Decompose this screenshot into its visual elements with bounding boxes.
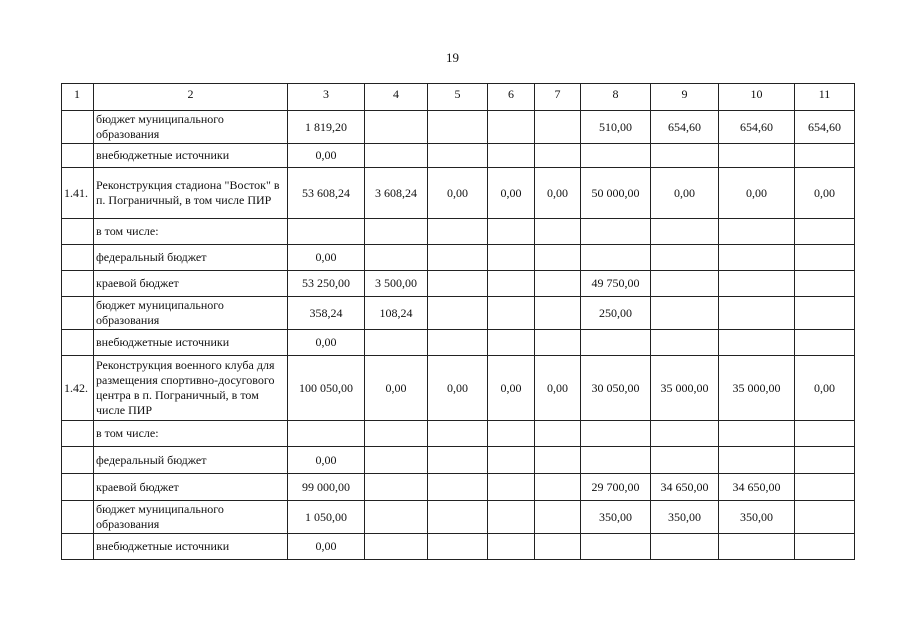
- column-header: 8: [581, 84, 651, 111]
- value-cell: [535, 219, 581, 245]
- value-cell: [488, 144, 535, 168]
- table-row: [62, 356, 855, 421]
- value-cell: [719, 421, 795, 447]
- item-number-cell: 1.42.: [62, 356, 94, 421]
- value-cell: 0,00: [535, 356, 581, 421]
- value-cell: 654,60: [719, 111, 795, 144]
- value-cell: 0,00: [288, 330, 365, 356]
- value-cell: [365, 245, 428, 271]
- item-number-cell: [62, 271, 94, 297]
- table-row: [62, 297, 855, 330]
- value-cell: 0,00: [535, 168, 581, 219]
- item-number-cell: [62, 330, 94, 356]
- value-cell: [365, 144, 428, 168]
- value-cell: 510,00: [581, 111, 651, 144]
- value-cell: 50 000,00: [581, 168, 651, 219]
- value-cell: [795, 447, 855, 474]
- value-cell: 654,60: [795, 111, 855, 144]
- item-number-cell: [62, 111, 94, 144]
- item-name-cell: бюджет муниципального образования: [94, 501, 288, 534]
- table-row: [62, 245, 855, 271]
- value-cell: [535, 534, 581, 560]
- value-cell: 3 608,24: [365, 168, 428, 219]
- table-body: [62, 84, 855, 560]
- value-cell: 0,00: [428, 168, 488, 219]
- value-cell: [535, 330, 581, 356]
- value-cell: [488, 219, 535, 245]
- value-cell: 29 700,00: [581, 474, 651, 501]
- value-cell: 350,00: [581, 501, 651, 534]
- value-cell: [535, 421, 581, 447]
- table-row: [62, 271, 855, 297]
- item-name-cell: внебюджетные источники: [94, 330, 288, 356]
- value-cell: [795, 271, 855, 297]
- value-cell: [795, 330, 855, 356]
- value-cell: 100 050,00: [288, 356, 365, 421]
- value-cell: [719, 144, 795, 168]
- value-cell: [488, 271, 535, 297]
- item-name-cell: Реконструкция стадиона "Восток" в п. Пограничный, в том числе ПИР: [94, 168, 288, 219]
- value-cell: [365, 111, 428, 144]
- value-cell: 99 000,00: [288, 474, 365, 501]
- value-cell: [428, 111, 488, 144]
- value-cell: [488, 534, 535, 560]
- value-cell: [795, 534, 855, 560]
- value-cell: [719, 271, 795, 297]
- column-header: 9: [651, 84, 719, 111]
- table-row: [62, 447, 855, 474]
- value-cell: 35 000,00: [719, 356, 795, 421]
- value-cell: [428, 474, 488, 501]
- table-row: [62, 501, 855, 534]
- value-cell: 1 050,00: [288, 501, 365, 534]
- item-name-cell: внебюджетные источники: [94, 534, 288, 560]
- item-name-cell: федеральный бюджет: [94, 245, 288, 271]
- value-cell: 49 750,00: [581, 271, 651, 297]
- value-cell: [288, 421, 365, 447]
- value-cell: 53 250,00: [288, 271, 365, 297]
- value-cell: 0,00: [651, 168, 719, 219]
- value-cell: [581, 144, 651, 168]
- value-cell: [535, 245, 581, 271]
- value-cell: 0,00: [288, 534, 365, 560]
- item-number-cell: [62, 501, 94, 534]
- item-number-cell: [62, 144, 94, 168]
- item-number-cell: [62, 421, 94, 447]
- value-cell: [488, 501, 535, 534]
- column-header: 5: [428, 84, 488, 111]
- value-cell: [795, 144, 855, 168]
- table-row: [62, 534, 855, 560]
- budget-table: [61, 83, 855, 560]
- header-row: [62, 84, 855, 111]
- column-header: 10: [719, 84, 795, 111]
- value-cell: [535, 474, 581, 501]
- value-cell: 350,00: [719, 501, 795, 534]
- value-cell: 0,00: [428, 356, 488, 421]
- value-cell: 108,24: [365, 297, 428, 330]
- value-cell: [535, 111, 581, 144]
- table-row: [62, 219, 855, 245]
- value-cell: [581, 447, 651, 474]
- item-number-cell: [62, 447, 94, 474]
- table-row: [62, 330, 855, 356]
- value-cell: [428, 297, 488, 330]
- column-header: 1: [62, 84, 94, 111]
- value-cell: [288, 219, 365, 245]
- value-cell: 0,00: [488, 356, 535, 421]
- value-cell: 1 819,20: [288, 111, 365, 144]
- value-cell: [651, 297, 719, 330]
- value-cell: [428, 534, 488, 560]
- value-cell: 0,00: [365, 356, 428, 421]
- value-cell: [795, 474, 855, 501]
- item-number-cell: [62, 474, 94, 501]
- value-cell: [795, 219, 855, 245]
- value-cell: [651, 330, 719, 356]
- item-name-cell: в том числе:: [94, 219, 288, 245]
- value-cell: 0,00: [719, 168, 795, 219]
- value-cell: [428, 271, 488, 297]
- value-cell: [535, 297, 581, 330]
- value-cell: [428, 330, 488, 356]
- value-cell: [581, 330, 651, 356]
- item-number-cell: [62, 219, 94, 245]
- value-cell: [365, 330, 428, 356]
- column-header: 7: [535, 84, 581, 111]
- item-name-cell: бюджет муниципального образования: [94, 297, 288, 330]
- value-cell: 0,00: [488, 168, 535, 219]
- table-row: [62, 474, 855, 501]
- value-cell: [428, 144, 488, 168]
- value-cell: 0,00: [288, 144, 365, 168]
- value-cell: [535, 501, 581, 534]
- value-cell: [651, 271, 719, 297]
- value-cell: [428, 447, 488, 474]
- value-cell: [581, 245, 651, 271]
- table-row: [62, 421, 855, 447]
- value-cell: 34 650,00: [719, 474, 795, 501]
- value-cell: [719, 447, 795, 474]
- value-cell: 53 608,24: [288, 168, 365, 219]
- value-cell: [719, 245, 795, 271]
- value-cell: [651, 534, 719, 560]
- value-cell: 34 650,00: [651, 474, 719, 501]
- value-cell: [488, 447, 535, 474]
- value-cell: [719, 534, 795, 560]
- value-cell: [581, 219, 651, 245]
- value-cell: [488, 297, 535, 330]
- value-cell: 350,00: [651, 501, 719, 534]
- value-cell: [795, 297, 855, 330]
- value-cell: [535, 144, 581, 168]
- value-cell: [428, 501, 488, 534]
- value-cell: [581, 534, 651, 560]
- column-header: 2: [94, 84, 288, 111]
- item-number-cell: [62, 297, 94, 330]
- value-cell: 358,24: [288, 297, 365, 330]
- value-cell: 0,00: [288, 447, 365, 474]
- item-number-cell: 1.41.: [62, 168, 94, 219]
- value-cell: [651, 421, 719, 447]
- value-cell: [535, 447, 581, 474]
- column-header: 11: [795, 84, 855, 111]
- column-header: 3: [288, 84, 365, 111]
- value-cell: [719, 330, 795, 356]
- table-row: [62, 144, 855, 168]
- value-cell: 0,00: [795, 356, 855, 421]
- value-cell: [535, 271, 581, 297]
- item-name-cell: бюджет муниципального образования: [94, 111, 288, 144]
- value-cell: [651, 245, 719, 271]
- value-cell: [581, 421, 651, 447]
- value-cell: [719, 297, 795, 330]
- value-cell: 250,00: [581, 297, 651, 330]
- value-cell: [795, 501, 855, 534]
- value-cell: 0,00: [795, 168, 855, 219]
- item-name-cell: внебюджетные источники: [94, 144, 288, 168]
- value-cell: [488, 245, 535, 271]
- value-cell: [365, 447, 428, 474]
- value-cell: [795, 245, 855, 271]
- page-number: 19: [446, 50, 459, 65]
- value-cell: 3 500,00: [365, 271, 428, 297]
- value-cell: [651, 144, 719, 168]
- value-cell: [651, 219, 719, 245]
- column-header: 6: [488, 84, 535, 111]
- value-cell: [365, 534, 428, 560]
- table-row: [62, 168, 855, 219]
- item-name-cell: краевой бюджет: [94, 271, 288, 297]
- value-cell: [719, 219, 795, 245]
- value-cell: [428, 421, 488, 447]
- value-cell: [651, 447, 719, 474]
- value-cell: [365, 474, 428, 501]
- value-cell: 30 050,00: [581, 356, 651, 421]
- value-cell: 0,00: [288, 245, 365, 271]
- value-cell: [428, 245, 488, 271]
- value-cell: [365, 219, 428, 245]
- value-cell: [428, 219, 488, 245]
- value-cell: 654,60: [651, 111, 719, 144]
- value-cell: [365, 501, 428, 534]
- item-name-cell: федеральный бюджет: [94, 447, 288, 474]
- value-cell: 35 000,00: [651, 356, 719, 421]
- item-name-cell: краевой бюджет: [94, 474, 288, 501]
- value-cell: [488, 421, 535, 447]
- value-cell: [488, 330, 535, 356]
- value-cell: [365, 421, 428, 447]
- table-row: [62, 111, 855, 144]
- item-number-cell: [62, 534, 94, 560]
- item-number-cell: [62, 245, 94, 271]
- value-cell: [795, 421, 855, 447]
- item-name-cell: в том числе:: [94, 421, 288, 447]
- value-cell: [488, 474, 535, 501]
- item-name-cell: Реконструкция военного клуба для размещения спортивно-досугового центра в п. Пограничный, в том числе ПИР: [94, 356, 288, 421]
- value-cell: [488, 111, 535, 144]
- column-header: 4: [365, 84, 428, 111]
